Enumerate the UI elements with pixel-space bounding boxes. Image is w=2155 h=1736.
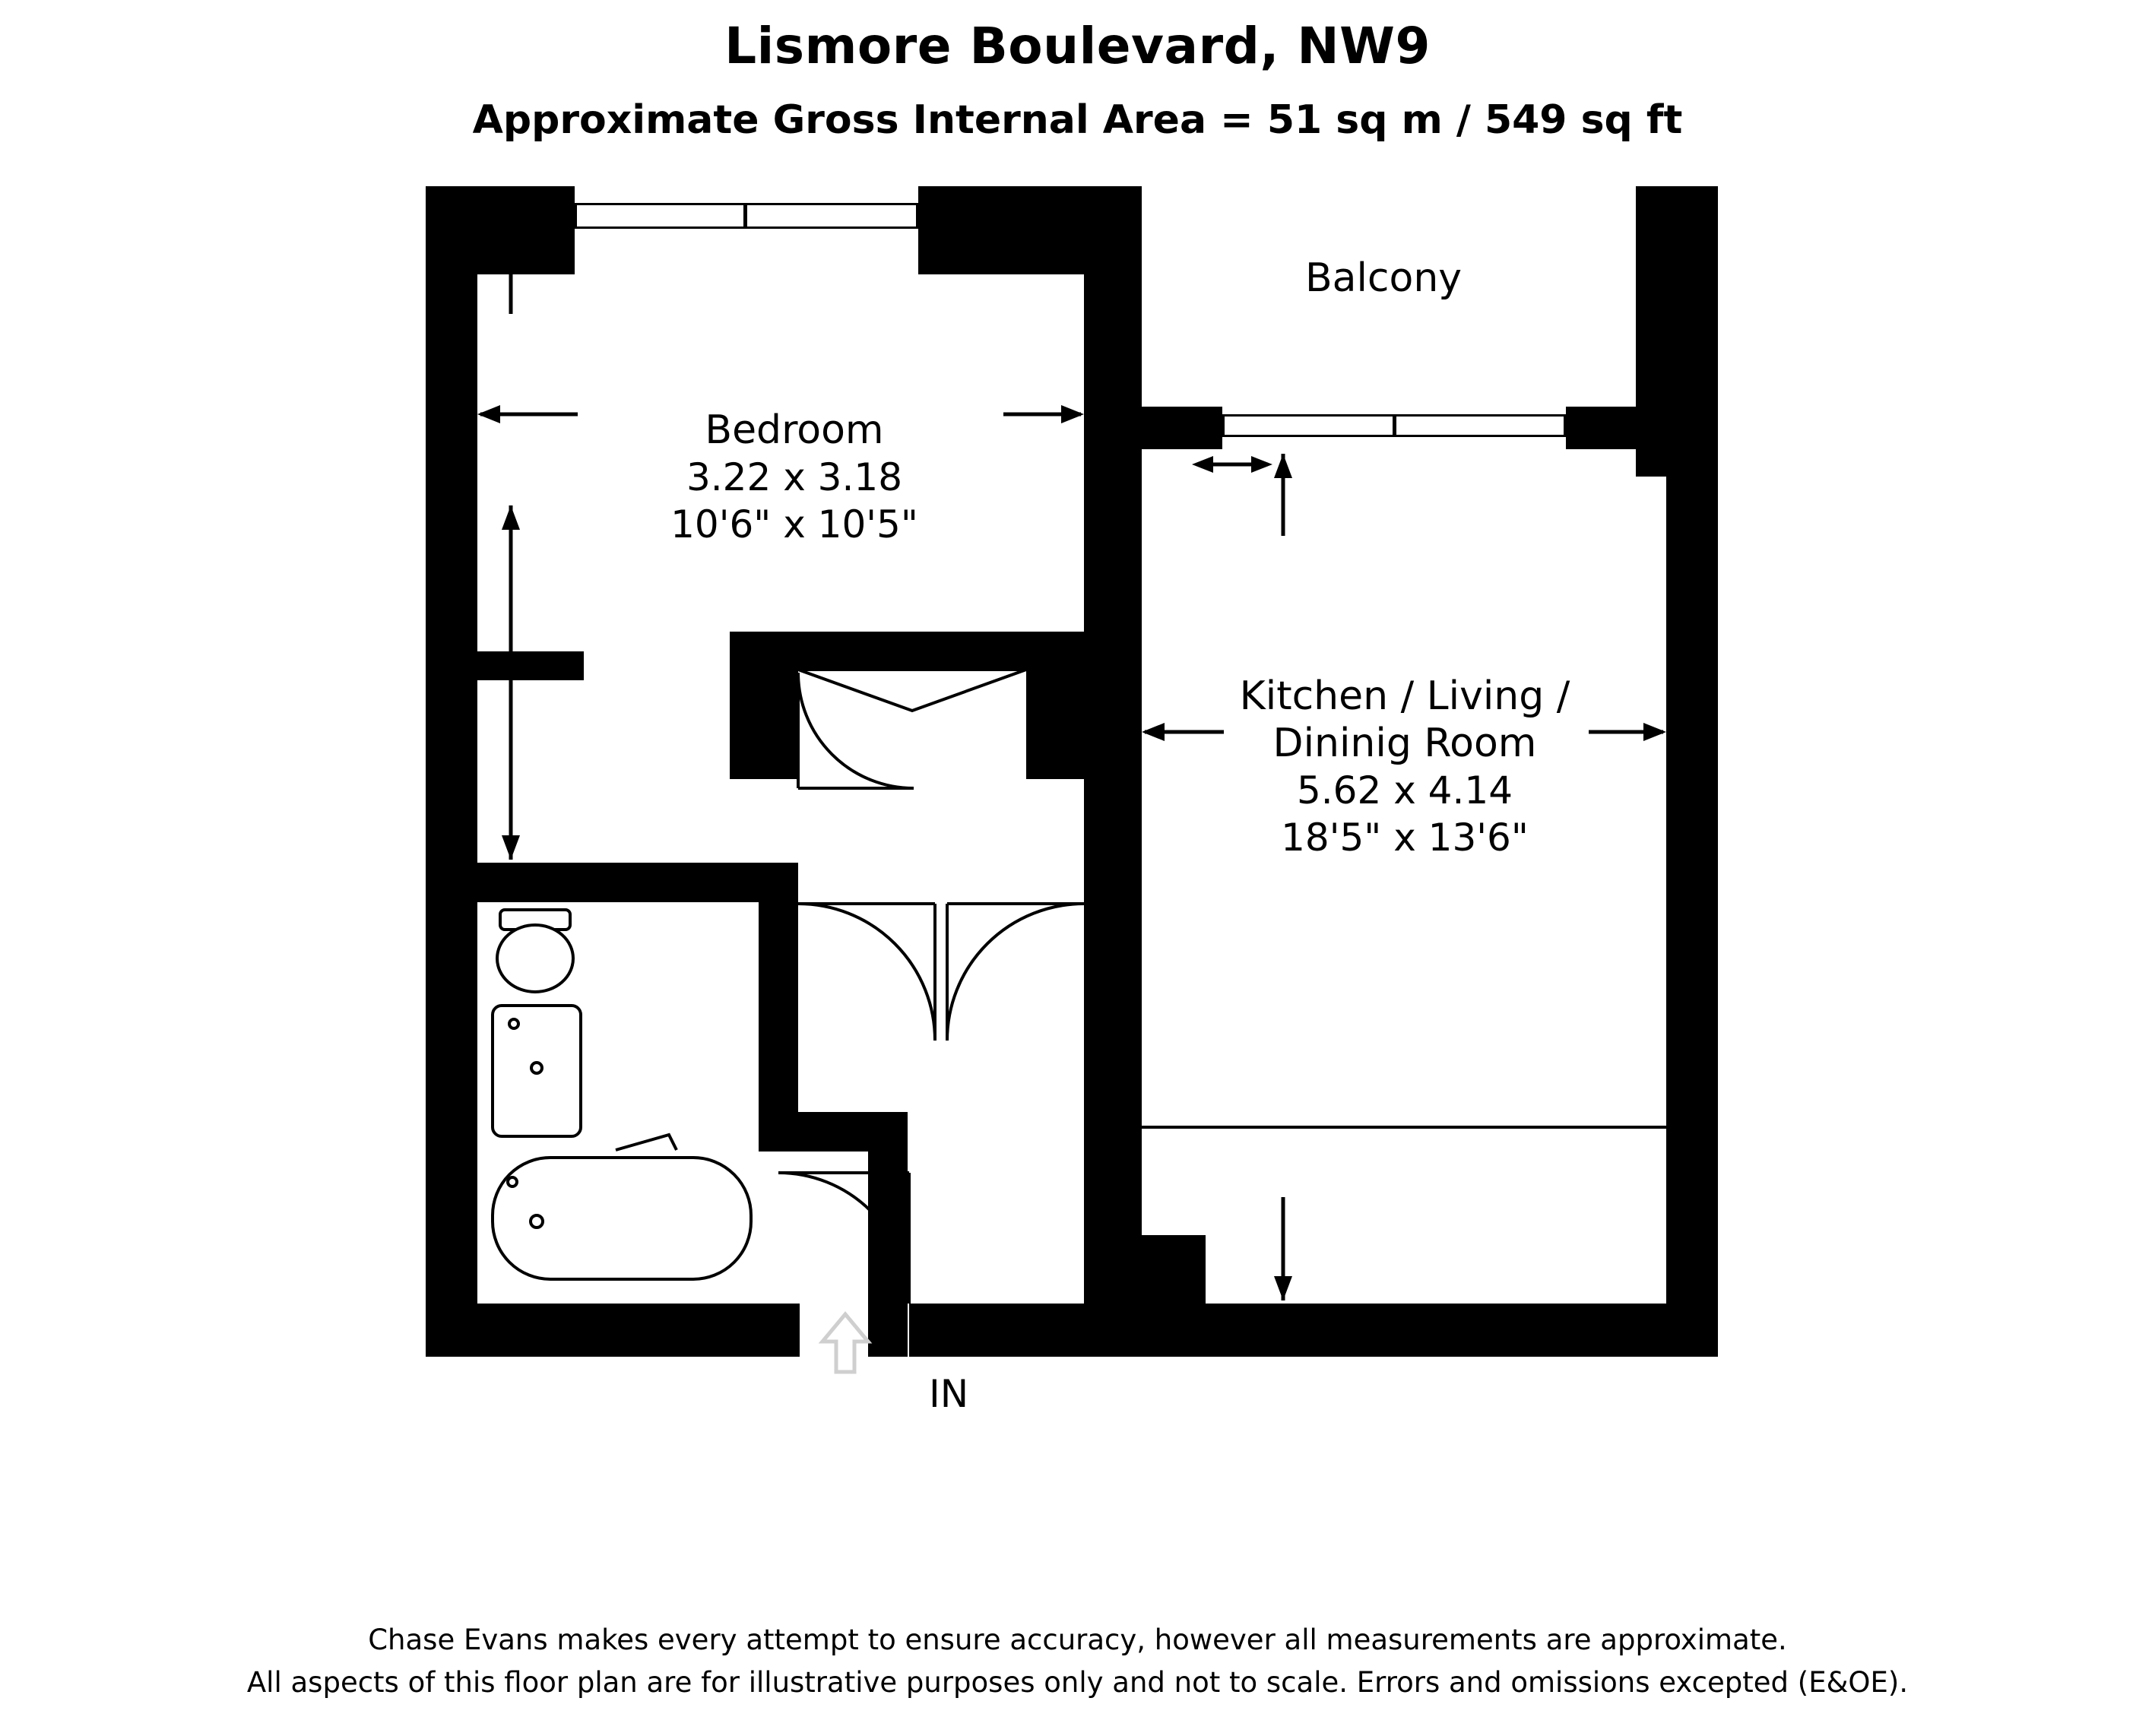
disclaimer-line-1: Chase Evans makes every attempt to ensure accuracy, however all measurements are approximate. xyxy=(368,1624,1787,1656)
sliding-door-arrow xyxy=(1192,456,1272,473)
entrance-arrow-icon xyxy=(822,1314,868,1372)
room-label-kitchen-living-dining xyxy=(1161,673,1648,861)
kitchen-living-metric: 5.62 x 4.14 xyxy=(1296,768,1513,813)
door-swing-bathroom xyxy=(798,904,935,1041)
dimension-living-height xyxy=(1274,454,1292,1300)
kitchen-living-name-line1: Kitchen / Living / xyxy=(1239,673,1570,719)
page-title: Lismore Boulevard, NW9 xyxy=(724,17,1431,75)
room-label-balcony xyxy=(1186,255,1581,302)
toilet-fixture xyxy=(497,910,573,992)
bedroom-name: Bedroom xyxy=(705,407,884,453)
disclaimer-line-2: All aspects of this floor plan are for illustrative purposes only and not to scale. Errors and omissions excepted (E&OE). xyxy=(246,1666,1909,1699)
kitchen-living-imperial: 18'5" x 13'6" xyxy=(1281,816,1529,860)
kitchen-living-name-line2: Dininig Room xyxy=(1272,721,1537,766)
room-label-bedroom xyxy=(582,407,1007,548)
entrance-label: IN xyxy=(929,1372,969,1416)
hall-door-leaf-marks xyxy=(798,670,1026,711)
page-subtitle: Approximate Gross Internal Area = 51 sq m / 549 sq ft xyxy=(472,97,1683,143)
washbasin-fixture xyxy=(493,1006,581,1136)
door-swing-entrance xyxy=(778,1173,909,1304)
bathtub-fixture xyxy=(493,1135,751,1279)
disclaimer xyxy=(0,1619,2155,1704)
balcony-name: Balcony xyxy=(1304,255,1463,301)
dimension-bedroom-height xyxy=(502,232,520,860)
plan-overlay xyxy=(426,186,1748,1554)
bedroom-metric: 3.22 x 3.18 xyxy=(686,455,903,499)
door-swing-hall xyxy=(947,904,1084,1041)
floorplan-drawing xyxy=(426,186,1748,1554)
bedroom-imperial: 10'6" x 10'5" xyxy=(670,502,918,546)
